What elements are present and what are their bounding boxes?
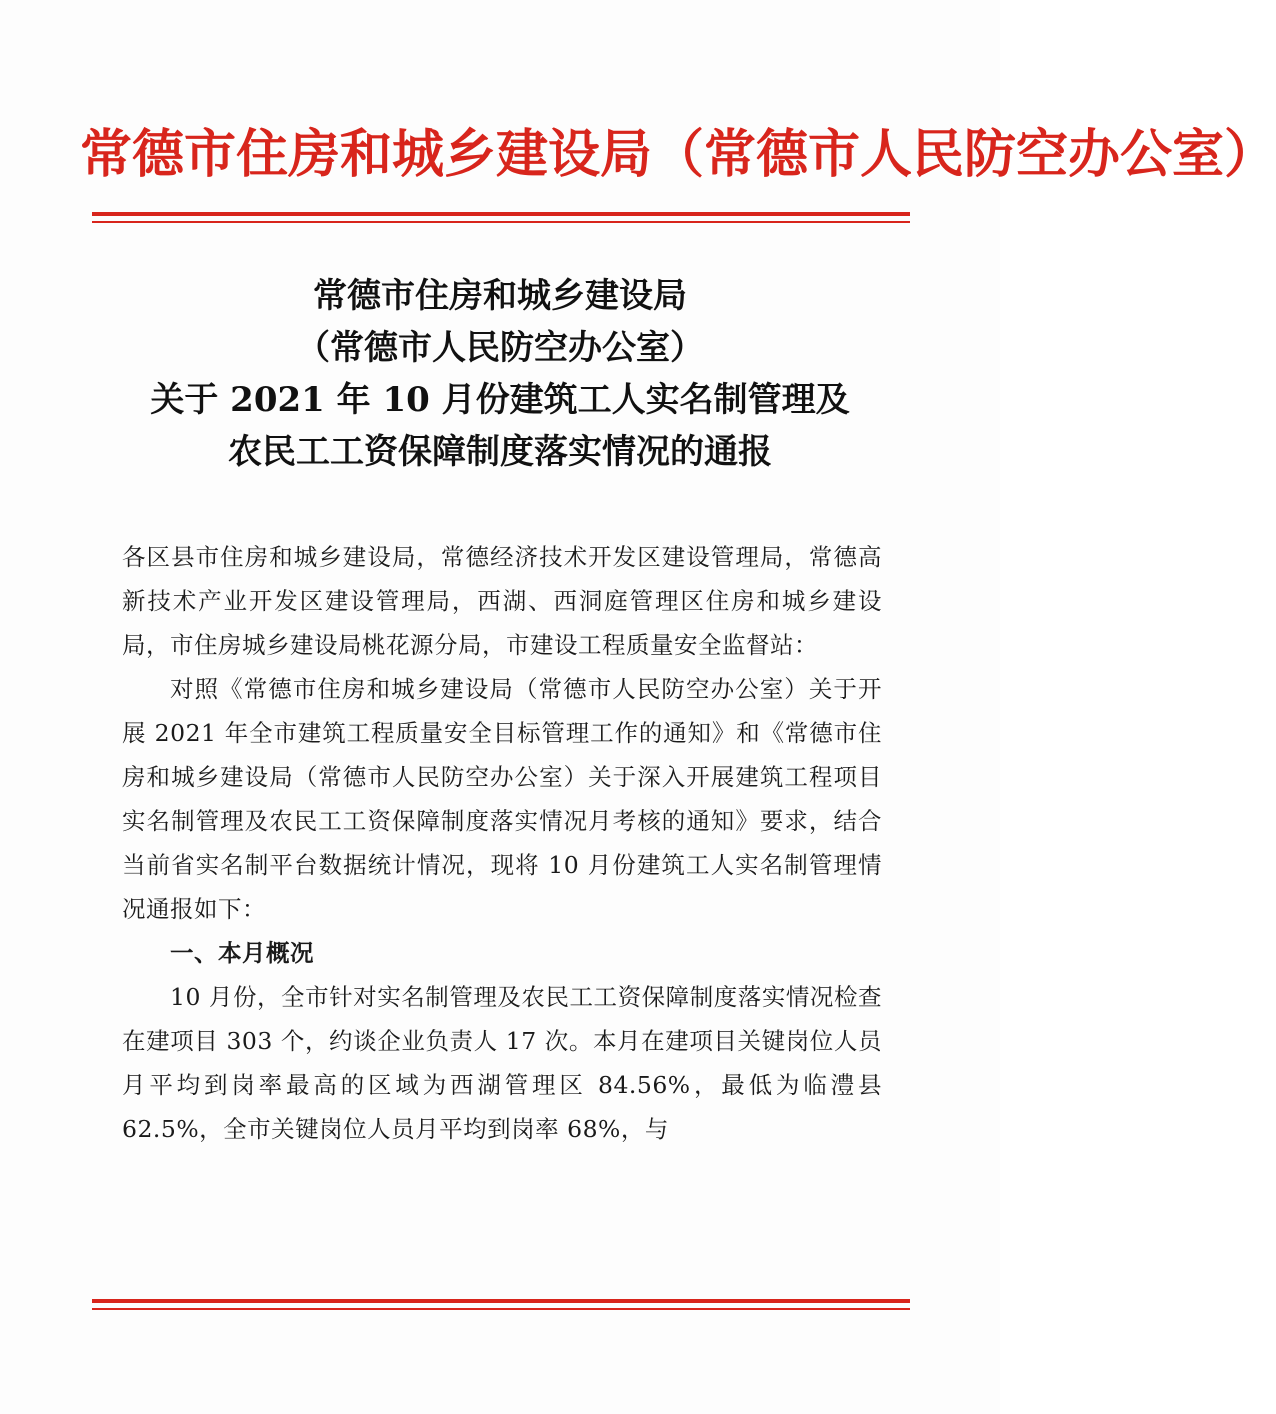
document-title (80, 270, 920, 478)
title-line-1: 常德市住房和城乡建设局 (313, 276, 687, 316)
section-1-heading: 一、本月概况 (170, 939, 314, 967)
recipients-paragraph: 各区县市住房和城乡建设局，常德经济技术开发区建设管理局，常德高新技术产业开发区建设管理局，西湖、西洞庭管理区住房和城乡建设局，市住房城乡建设局桃花源分局，市建设工程质量安全监督站： (122, 543, 882, 659)
footer-rule-thin (92, 1308, 910, 1310)
letterhead-org-name: 常德市住房和城乡建设局（常德市人民防空办公室） (80, 125, 1276, 185)
document-body (122, 535, 882, 1151)
intro-paragraph: 对照《常德市住房和城乡建设局（常德市人民防空办公室）关于开展 2021 年全市建筑工程质量安全目标管理工作的通知》和《常德市住房和城乡建设局（常德市人民防空办公室）关于深入开展建筑工程项目实名制管理及农民工工资保障制度落实情况月考核的通知》要求，结合当前省实名制平台数据统计情况，现将 10 月份建筑工人实名制管理情况通报如下： (122, 675, 882, 923)
title-line-3: 关于 2021 年 10 月份建筑工人实名制管理及 (150, 380, 850, 420)
letterhead-rule-thin (92, 221, 910, 223)
footer-rule-thick (92, 1299, 910, 1303)
title-line-4: 农民工工资保障制度落实情况的通报 (228, 432, 772, 472)
title-line-2: （常德市人民防空办公室） (296, 328, 704, 368)
section-1-paragraph: 10 月份，全市针对实名制管理及农民工工资保障制度落实情况检查在建项目 303 个，约谈企业负责人 17 次。本月在建项目关键岗位人员月平均到岗率最高的区域为西湖管理区 84.56%，最低为临澧县 62.5%，全市关键岗位人员月平均到岗率 68%，与 (122, 983, 882, 1143)
letterhead-rule-thick (92, 212, 910, 216)
